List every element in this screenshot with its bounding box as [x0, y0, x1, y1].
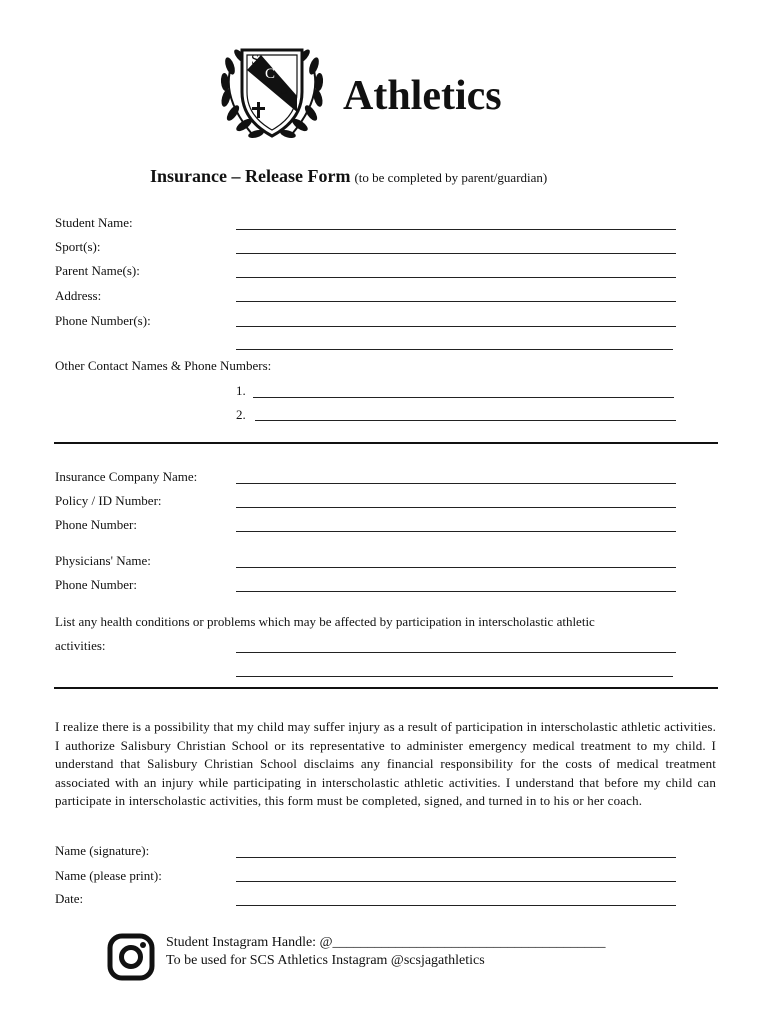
form-title — [150, 166, 547, 187]
parent-names-label: Parent Name(s): — [55, 263, 140, 278]
health-conditions-field[interactable] — [236, 652, 676, 653]
physician-phone-field[interactable] — [236, 591, 676, 592]
release-paragraph: I realize there is a possibility that my child may suffer injury as a result of participation in interscholastic athletic activities. I authorize Salisbury Christian School or its representative to administer emergency medical treatment to my child. I understand that Salisbury Christian School disclaims any financial responsibility for the costs of medical treatment associated with an injury while participating in interscholastic athletic activities. I understand that before my child can participate in interscholastic activities, this form must be completed, signed, and turned in to his or her coach. — [55, 719, 716, 808]
brand-title: Athletics — [343, 73, 502, 119]
student-name-label: Student Name: — [55, 215, 133, 230]
crest-letter-s1: S — [251, 52, 260, 68]
student-name-field[interactable] — [236, 229, 676, 230]
insurance-phone-field[interactable] — [236, 531, 676, 532]
section-divider-1 — [54, 442, 718, 444]
form-title-sub: (to be completed by parent/guardian) — [354, 170, 548, 185]
phone-numbers-field-2[interactable] — [236, 349, 673, 350]
address-field[interactable] — [236, 301, 676, 302]
parent-names-field[interactable] — [236, 277, 676, 278]
signature-field[interactable] — [236, 857, 676, 858]
physician-phone-label: Phone Number: — [55, 577, 137, 592]
print-name-field[interactable] — [236, 881, 676, 882]
section-divider-2 — [54, 687, 718, 689]
crest-letter-c: C — [265, 66, 276, 82]
insurance-company-label: Insurance Company Name: — [55, 469, 198, 484]
policy-id-label: Policy / ID Number: — [55, 493, 162, 508]
date-field[interactable] — [236, 905, 676, 906]
policy-id-field[interactable] — [236, 507, 676, 508]
instagram-icon — [107, 933, 155, 981]
instagram-handle-field[interactable]: Student Instagram Handle: @_______________________________________ — [166, 935, 606, 950]
sports-field[interactable] — [236, 253, 676, 254]
crest-letter-s2: S — [280, 82, 289, 98]
contact-1-field[interactable] — [253, 397, 674, 398]
physician-name-field[interactable] — [236, 567, 676, 568]
health-conditions-label-cont: activities: — [55, 638, 106, 653]
insurance-phone-label: Phone Number: — [55, 517, 137, 532]
print-name-label: Name (please print): — [55, 868, 162, 883]
phone-numbers-field[interactable] — [236, 326, 676, 327]
health-conditions-field-2[interactable] — [236, 676, 673, 677]
school-crest-logo — [216, 36, 328, 146]
phone-numbers-label: Phone Number(s): — [55, 313, 151, 328]
contact-2-number: 2. — [236, 407, 246, 422]
sports-label: Sport(s): — [55, 239, 101, 254]
address-label: Address: — [55, 288, 102, 303]
date-label: Date: — [55, 891, 84, 906]
insurance-company-field[interactable] — [236, 483, 676, 484]
instagram-note: To be used for SCS Athletics Instagram @scsjagathletics — [166, 953, 485, 968]
signature-label: Name (signature): — [55, 843, 150, 858]
health-conditions-label: List any health conditions or problems which may be affected by participation in interscholastic athletic — [55, 614, 595, 629]
contact-1-number: 1. — [236, 383, 246, 398]
physician-name-label: Physicians' Name: — [55, 553, 151, 568]
contact-2-field[interactable] — [255, 420, 676, 421]
other-contacts-label: Other Contact Names & Phone Numbers: — [55, 358, 272, 373]
form-title-main: Insurance – Release Form — [150, 166, 351, 186]
